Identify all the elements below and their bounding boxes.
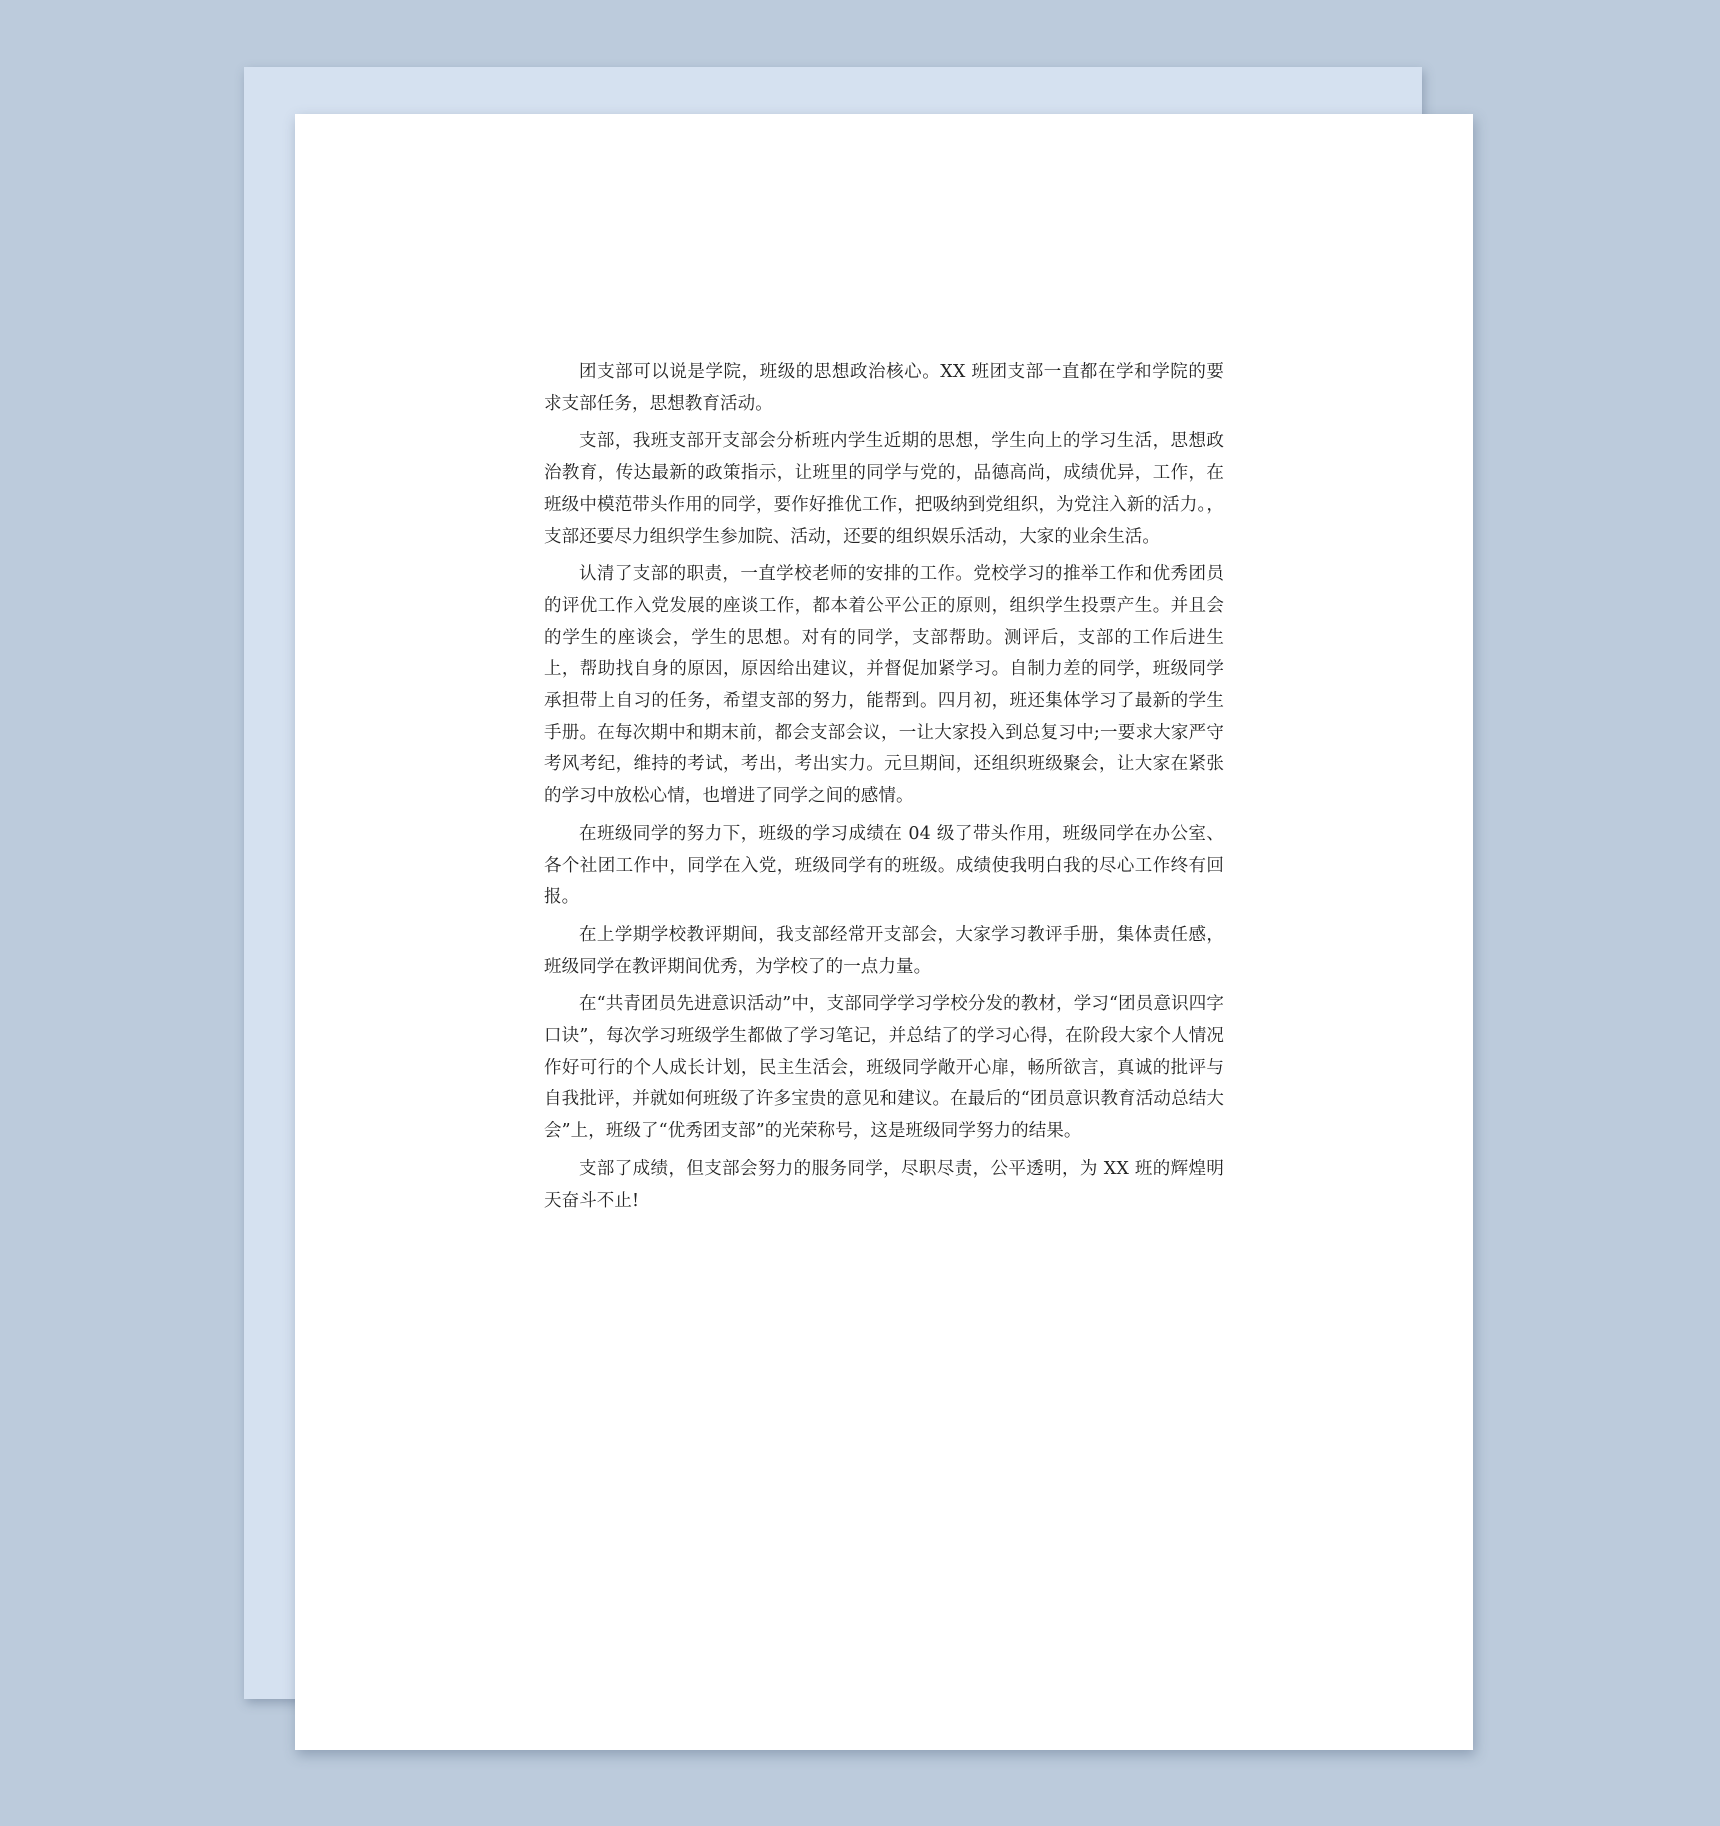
paragraph-3: 认清了支部的职责，一直学校老师的安排的工作。党校学习的推举工作和优秀团员的评优工作入党发展的座谈工作，都本着公平公正的原则，组织学生投票产生。并且会的学生的座谈会，学生的思想。对有的同学，支部帮助。测评后，支部的工作后进生上，帮助找自身的原因，原因给出建议，并督促加紧学习。自制力差的同学，班级同学承担带上自习的任务，希望支部的努力，能帮到。四月初，班还集体学习了最新的学生手册。在每次期中和期末前，都会支部会议，一让大家投入到总复习中;一要求大家严守考风考纪，维持的考试，考出，考出实力。元旦期间，还组织班级聚会，让大家在紧张的学习中放松心情，也增进了同学之间的感情。 [544,564,1224,807]
paragraph-4: 在班级同学的努力下，班级的学习成绩在 04 级了带头作用，班级同学在办公室、各个社团工作中，同学在入党，班级同学有的班级。成绩使我明白我的尽心工作终有回报。 [544,823,1224,908]
paragraph-7: 支部了成绩，但支部会努力的服务同学，尽职尽责，公平透明，为 XX 班的辉煌明天奋斗不止! [544,1158,1224,1211]
paragraph-6: 在“共青团员先进意识活动”中，支部同学学习学校分发的教材，学习“团员意识四字口诀”，每次学习班级学生都做了学习笔记，并总结了的学习心得，在阶段大家个人情况作好可行的个人成长计划，民主生活会，班级同学敞开心扉，畅所欲言，真诚的批评与自我批评，并就如何班级了许多宝贵的意见和建议。在最后的“团员意识教育活动总结大会”上，班级了“优秀团支部”的光荣称号，这是班级同学努力的结果。 [544,994,1224,1142]
paragraph-1: 团支部可以说是学院，班级的思想政治核心。XX 班团支部一直都在学和学院的要求支部任务，思想教育活动。 [544,362,1224,414]
document-page [295,114,1473,1750]
paragraph-5: 在上学期学校教评期间，我支部经常开支部会，大家学习教评手册，集体责任感，班级同学在教评期间优秀，为学校了的一点力量。 [544,924,1224,977]
document-body [544,357,1224,1223]
paragraph-2: 支部，我班支部开支部会分析班内学生近期的思想，学生向上的学习生活，思想政治教育，传达最新的政策指示，让班里的同学与党的，品德高尚，成绩优异，工作，在班级中模范带头作用的同学，要作好推优工作，把吸纳到党组织，为党注入新的活力。，支部还要尽力组织学生参加院、活动，还要的组织娱乐活动，大家的业余生活。 [544,431,1224,547]
